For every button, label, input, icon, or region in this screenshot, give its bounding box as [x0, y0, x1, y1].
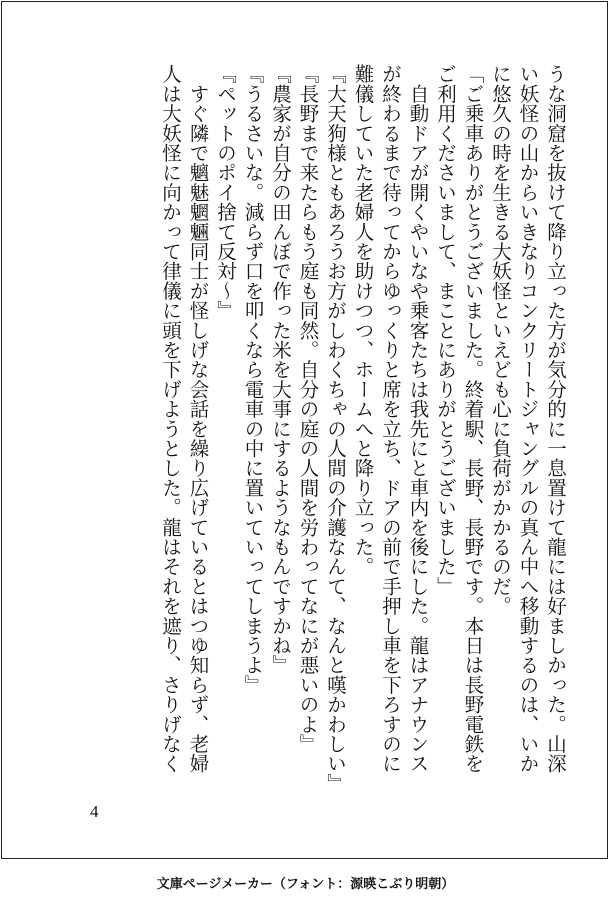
vertical-body-text	[157, 64, 570, 793]
text-line: 自動ドアが開くやいなや乗客たちは我先にと車内を後にした。龍はアナウンス	[406, 64, 430, 774]
text-line: 『うるさいな。減らず口を叩くなら電車の中に置いていってしまうよ』	[241, 64, 265, 695]
text-line: 『長野まで来たらもう庭も同然。自分の庭の人間を労わってなにが悪いのよ』	[296, 64, 320, 754]
footer-caption: 文庫ページメーカー（フォント：源暎こぶり明朝）	[156, 877, 455, 892]
text-line: い妖怪の山からいきなりコンクリートジャングルの真ん中へ移動するのは、いか	[516, 64, 540, 774]
text-line: ご利用くださいまして、まことにありがとうございました」	[434, 64, 457, 596]
text-line: が終わるまで待ってからゆっくりと席を立ち、ドアの前で手押し車を下ろすのに	[379, 64, 402, 774]
text-line: 人は大妖怪に向かって律儀に頭を下げようとした。龍はそれを遮り、さりげなく	[159, 64, 182, 774]
book-page	[1, 1, 608, 859]
text-line: 難儀していた老婦人を助けつつ、ホームへと降り立った。	[351, 64, 375, 577]
text-line: うな洞窟を抜けて降り立った方が気分的に一息置けて龍には好ましかった。山深	[544, 64, 567, 774]
text-line: 『ペットのポイ捨て反対～』	[214, 64, 237, 321]
text-line: すぐ隣で魑魅魍魎同士が怪しげな会話を繰り広げているとはつゆ知らず、老婦	[186, 64, 210, 774]
text-line: 「ご乗車ありがとうございました。終着駅、長野、長野です。本日は長野電鉄を	[461, 64, 485, 774]
text-line: に悠久の時を生きる大妖怪といえども心に負荷がかかるのだ。	[489, 64, 512, 616]
text-line: 『農家が自分の田んぼで作った米を大事にするようなもんですかね』	[269, 64, 292, 675]
page-number: 4	[90, 802, 99, 821]
text-line: 『大天狗様ともあろうお方がしわくちゃの人間の介護なんて、なんと嘆かわしい』	[324, 64, 347, 793]
